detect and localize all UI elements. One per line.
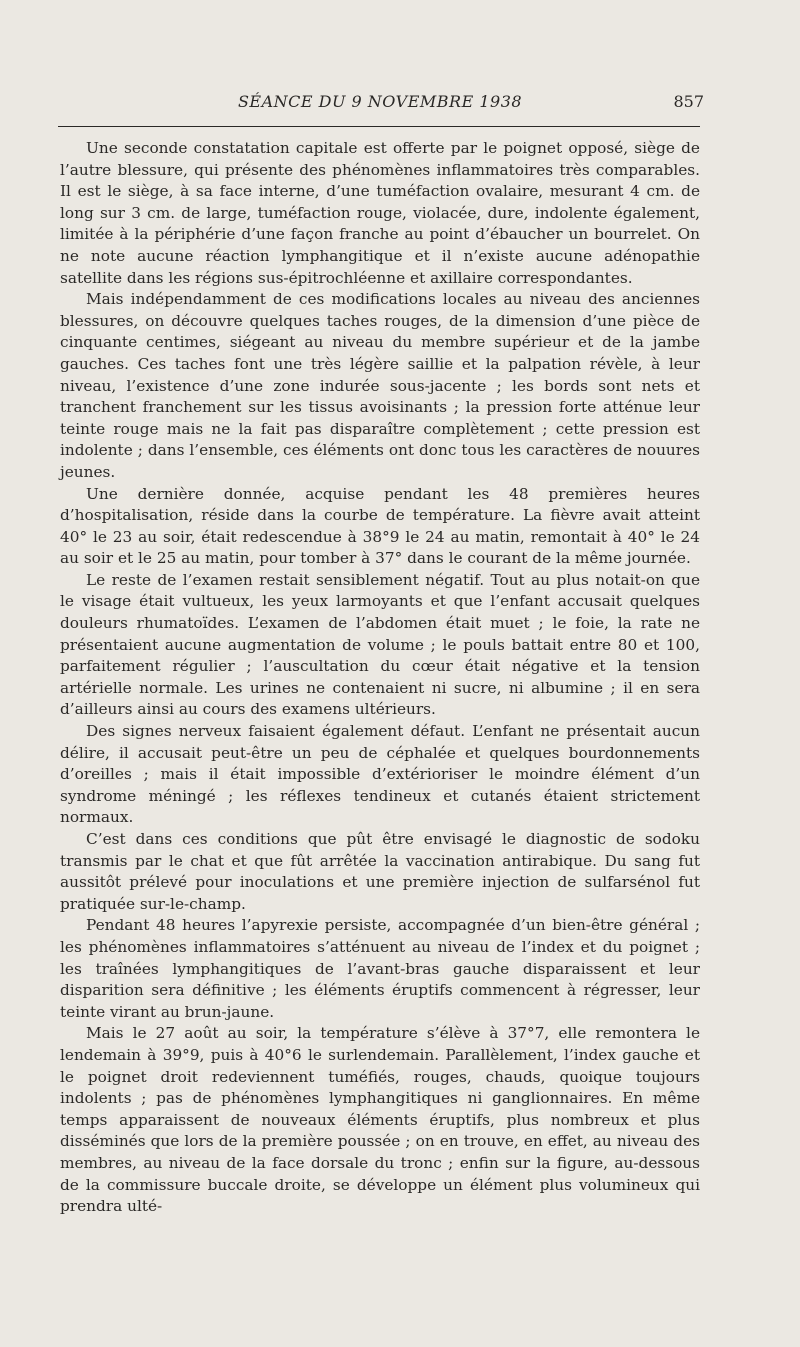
paragraph-1: Une seconde constatation capitale est offerte par le poignet opposé, siège de l’autre blessure, qui présente des phénomènes inflammatoires très comparables. Il est le siège, à sa face interne, d’une tuméfaction ovalaire, mesurant 4 cm. de long sur 3 cm. de large, tuméfaction rouge, violacée, dure, indolente également, limitée à la périphérie d’une façon franche au point d’ébaucher un bourrelet. On ne note aucune réaction lymphangitique et il n’existe aucune adénopathie satellite dans les régions sus-épitrochléenne et axillaire correspondantes. [60, 139, 700, 287]
paragraph-5: Des signes nerveux faisaient également défaut. L’enfant ne présentait aucun délire, il accusait peut-être un peu de céphalée et quelques bourdonnements d’oreilles ; mais il était impossible d’extérioriser le moindre élément d’un syndrome méningé ; les réflexes tendineux et cutanés étaient strictement normaux. [60, 722, 700, 827]
paragraph-2: Mais indépendamment de ces modifications locales au niveau des anciennes blessures, on découvre quelques taches rouges, de la dimension d’une pièce de cinquante centimes, siégeant au niveau du membre supérieur et de la jambe gauches. Ces taches font une très légère saillie et la palpation révèle, à leur niveau, l’existence d’une zone indurée sous-jacente ; les bords sont nets et tranchent franchement sur les tissus avoisinants ; la pression forte atténue leur teinte rouge mais ne la fait pas disparaître complètement ; cette pression est indolente ; dans l’ensemble, ces éléments ont donc tous les caractères de nouures jeunes. [60, 290, 700, 481]
paragraph-7: Pendant 48 heures l’apyrexie persiste, accompagnée d’un bien-être général ; les phénomènes inflammatoires s’atténuent au niveau de l’index et du poignet ; les traînées lymphangitiques de l’avant-bras gauche disparaissent et leur disparition sera définitive ; les éléments éruptifs commencent à régresser, leur teinte virant au brun-jaune. [60, 916, 700, 1021]
paragraph-4: Le reste de l’examen restait sensiblement négatif. Tout au plus notait-on que le visage était vultueux, les yeux larmoyants et que l’enfant accusait quelques douleurs rhumatoïdes. L’examen de l’abdomen était muet ; le foie, la rate ne présentaient aucune augmentation de volume ; le pouls battait entre 80 et 100, parfaitement régulier ; l’auscultation du cœur était négative et la tension artérielle normale. Les urines ne contenaient ni sucre, ni albumine ; il en sera d’ailleurs ainsi au cours des examens ultérieurs. [60, 570, 700, 719]
paragraph-3: Une dernière donnée, acquise pendant les 48 premières heures d’hospitalisation, réside dans la courbe de température. La fièvre avait atteint 40° le 23 au soir, était redescendue à 38°9 le 24 au matin, remontait à 40° le 24 au soir et le 25 au matin, pour tomber à 37° dans le courant de la même journée. [60, 484, 700, 568]
running-title: SÉANCE DU 9 NOVEMBRE 1938 [237, 92, 523, 111]
header-rule [58, 126, 700, 127]
paragraph-8: Mais le 27 août au soir, la température s’élève à 37°7, elle remontera le lendemain à 39°9, puis à 40°6 le surlendemain. Parallèlement, l’index gauche et le poignet droit redeviennent tuméfiés, rouges, chauds, quoique toujours indolents ; pas de phénomènes lymphangitiques ni ganglionnaires. En même temps apparaissent de nouveaux éléments éruptifs, plus nombreux et plus disséminés que lors de la première poussée ; on en trouve, en effet, au niveau des membres, au niveau de la face dorsale du tronc ; enfin sur la figure, au-dessous de la commissure buccale droite, se développe un élément plus volumineux qui prendra ulté- [60, 1024, 700, 1216]
page-number: 857 [673, 92, 704, 111]
paragraph-6: C’est dans ces conditions que pût être envisagé le diagnostic de sodoku transmis par le chat et que fût arrêtée la vaccination antirabique. Du sang fut aussitôt prélevé pour inoculations et une première injection de sulfarsénol fut pratiquée sur-le-champ. [60, 830, 700, 913]
running-head [60, 88, 704, 116]
body-text [60, 138, 700, 1218]
